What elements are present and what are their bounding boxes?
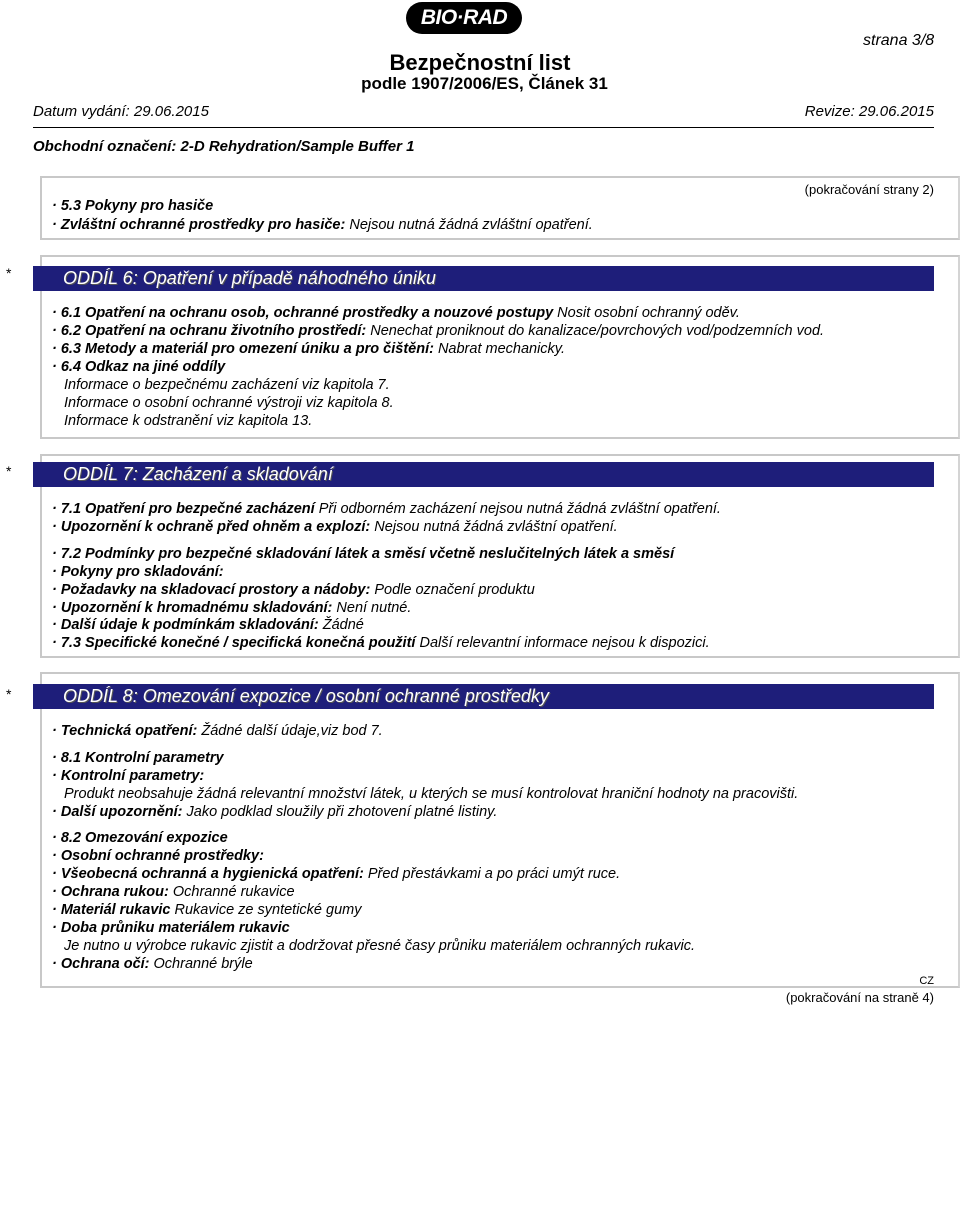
continued-to: (pokračování na straně 4) bbox=[785, 990, 934, 1005]
s8-line-1: · Technická opatření: Žádné další údaje,viz bod 7. bbox=[52, 723, 383, 739]
s7-change-marker: * bbox=[6, 463, 12, 479]
s7-line-8: · 7.3 Specifické konečné / specifická konečná použití Další relevantní informace nejsou k dispozici. bbox=[52, 635, 710, 651]
s8-line-12: Je nutno u výrobce rukavic zjistit a dodržovat přesné časy průniku materiálem ochranných rukavic. bbox=[64, 938, 696, 954]
language-code: CZ bbox=[919, 975, 934, 987]
issue-date: Datum vydání: 29.06.2015 bbox=[33, 103, 209, 120]
s7-line-6: · Upozornění k hromadnému skladování: Není nutné. bbox=[52, 600, 412, 616]
s7-line-5: · Požadavky na skladovací prostory a nádoby: Podle označení produktu bbox=[52, 582, 535, 598]
s8-line-11: · Doba průniku materiálem rukavic bbox=[52, 920, 290, 936]
s8-line-3: · Kontrolní parametry: bbox=[52, 768, 205, 784]
s8-line-10: · Materiál rukavic Rukavice ze syntetické gumy bbox=[52, 902, 362, 918]
bio-rad-logo: BIO·RAD bbox=[406, 2, 522, 34]
s8-line-7: · Osobní ochranné prostředky: bbox=[52, 848, 264, 864]
s6-line-5: Informace o bezpečnému zacházení viz kapitola 7. bbox=[64, 377, 390, 393]
product-name: Obchodní označení: 2-D Rehydration/Sample Buffer 1 bbox=[33, 138, 415, 155]
s7-line-4: · Pokyny pro skladování: bbox=[52, 564, 224, 580]
s6-change-marker: * bbox=[6, 265, 12, 281]
s8-line-13: · Ochrana očí: Ochranné brýle bbox=[52, 956, 253, 972]
s8-line-5: · Další upozornění: Jako podklad sloužily při zhotovení platné listiny. bbox=[52, 804, 498, 820]
s7-line-3: · 7.2 Podmínky pro bezpečné skladování látek a směsí včetně neslučitelných látek a směsí bbox=[52, 546, 675, 562]
section8-header: ODDÍL 8: Omezování expozice / osobní ochranné prostředky bbox=[33, 684, 934, 709]
s8-line-8: · Všeobecná ochranná a hygienická opatření: Před přestávkami a po práci umýt ruce. bbox=[52, 866, 621, 882]
s6-line-1: · 6.1 Opatření na ochranu osob, ochranné prostředky a nouzové postupy Nosit osobní ochranný oděv. bbox=[52, 305, 740, 321]
s8-line-4: Produkt neobsahuje žádná relevantní množství látek, u kterých se musí kontrolovat hraniční hodnoty na pracovišti. bbox=[64, 786, 799, 802]
s7-line-7: · Další údaje k podmínkám skladování: Žádné bbox=[52, 617, 364, 633]
s8-line-2: · 8.1 Kontrolní parametry bbox=[52, 750, 224, 766]
s8-line-9: · Ochrana rukou: Ochranné rukavice bbox=[52, 884, 295, 900]
document-title: Bezpečnostní list bbox=[389, 50, 571, 75]
section6-header: ODDÍL 6: Opatření v případě náhodného úniku bbox=[33, 266, 934, 291]
s7-line-2: · Upozornění k ochraně před ohněm a explozí: Nejsou nutná žádná zvláštní opatření. bbox=[52, 519, 618, 535]
header-divider bbox=[33, 127, 934, 128]
s5-line-2: · Zvláštní ochranné prostředky pro hasiče: Nejsou nutná žádná zvláštní opatření. bbox=[52, 217, 593, 233]
s5-line-1: · 5.3 Pokyny pro hasiče bbox=[52, 198, 214, 214]
s6-line-3: · 6.3 Metody a materiál pro omezení úniku a pro čištění: Nabrat mechanicky. bbox=[52, 341, 566, 357]
continued-from: (pokračování strany 2) bbox=[804, 182, 934, 197]
s6-line-2: · 6.2 Opatření na ochranu životního prostředí: Nenechat proniknout do kanalizace/povrchových vod/podzemních vod. bbox=[52, 323, 825, 339]
revision-date: Revize: 29.06.2015 bbox=[804, 103, 934, 120]
s6-line-7: Informace k odstranění viz kapitola 13. bbox=[64, 413, 313, 429]
s6-line-6: Informace o osobní ochranné výstroji viz kapitola 8. bbox=[64, 395, 394, 411]
s8-change-marker: * bbox=[6, 686, 12, 702]
section7-header: ODDÍL 7: Zacházení a skladování bbox=[33, 462, 934, 487]
s7-line-1: · 7.1 Opatření pro bezpečné zacházení Při odborném zacházení nejsou nutná žádná zvláštní opatření. bbox=[52, 501, 721, 517]
s6-line-4: · 6.4 Odkaz na jiné oddíly bbox=[52, 359, 226, 375]
page-number: strana 3/8 bbox=[863, 32, 935, 49]
s8-line-6: · 8.2 Omezování expozice bbox=[52, 830, 228, 846]
document-subtitle: podle 1907/2006/ES, Článek 31 bbox=[361, 74, 608, 93]
